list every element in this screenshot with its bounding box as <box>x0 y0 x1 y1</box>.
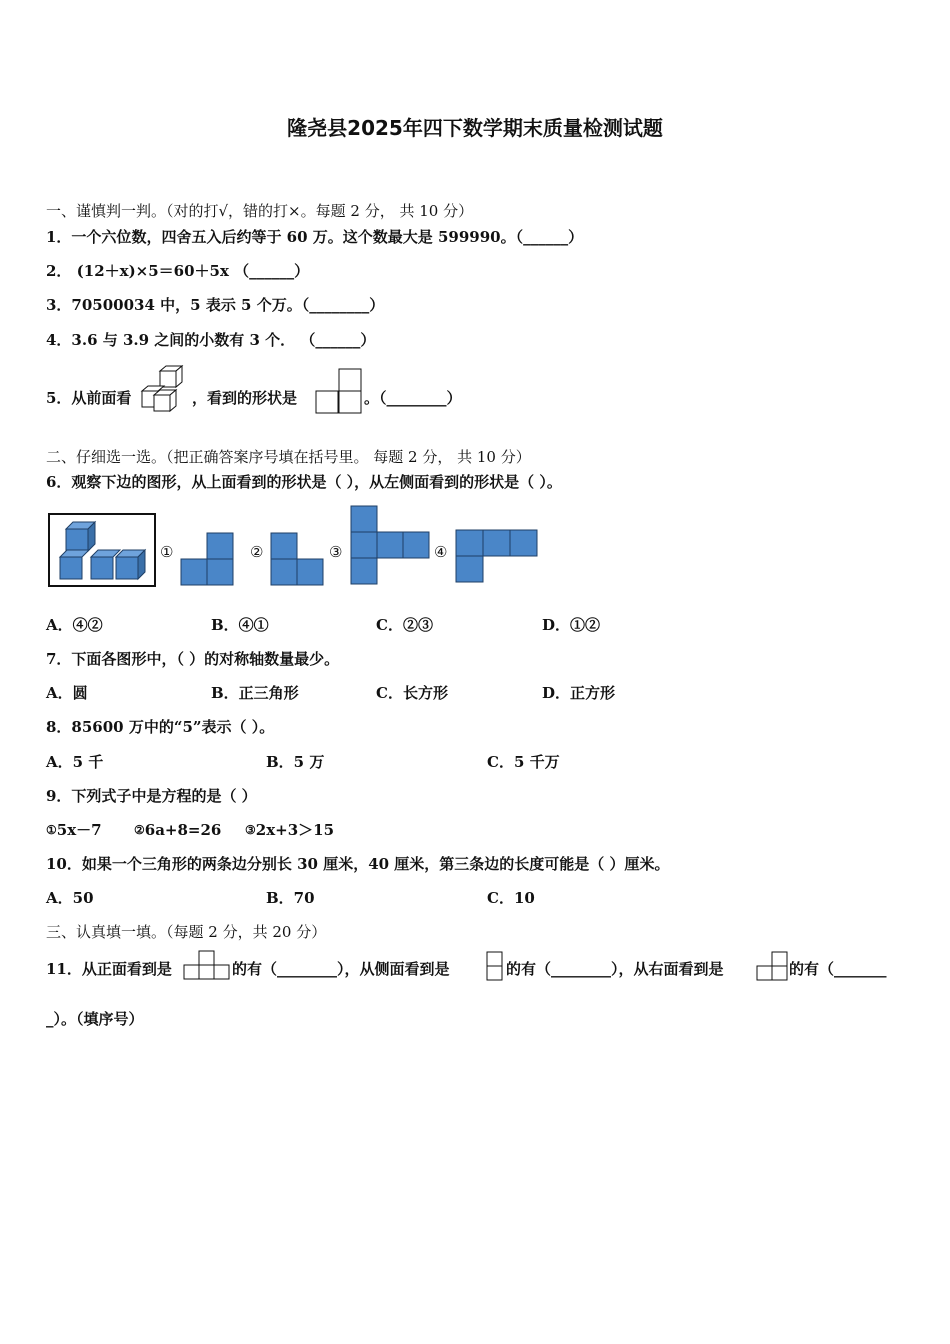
q7-option-d: D．正方形 <box>542 684 616 702</box>
q10-option-b: B．70 <box>266 889 315 907</box>
page-title: 隆尧县2025年四下数学期末质量检测试题 <box>287 116 663 140</box>
q8-option-a: A．5 千 <box>46 753 104 771</box>
q6-option-d: D．①② <box>542 616 601 634</box>
option-label-3: ③ <box>329 543 343 561</box>
option-label-1: ① <box>160 543 174 561</box>
question-5-text-2: ，看到的形状是 <box>192 389 298 407</box>
question-1: 1．一个六位数，四舍五入后约等于 60 万。这个数最大是 599990。（______） <box>46 228 584 246</box>
q10-option-c: C．10 <box>487 889 535 907</box>
question-5-cube-figure <box>140 365 188 413</box>
q6-option-c: C．②③ <box>376 616 433 634</box>
q6-option-a: A．④② <box>46 616 103 634</box>
view-figure-3 <box>350 505 432 587</box>
q7-option-a: A．圆 <box>46 684 88 702</box>
q6-option-b: B．④① <box>211 616 269 634</box>
section-heading-3: 三、认真填一填。（每题 2 分，共 20 分） <box>46 923 327 941</box>
question-5-text-3: 。（________） <box>364 389 462 407</box>
question-3: 3．70500034 中，5 表示 5 个万。（________） <box>46 296 385 314</box>
question-11-text-4: 的有（_______ <box>789 960 887 978</box>
question-11-text-2: 的有（________），从侧面看到是 <box>232 960 450 978</box>
q11-side-view-figure <box>486 951 504 981</box>
q8-option-b: B．5 万 <box>266 753 325 771</box>
question-11-text-1: 11．从正面看到是 <box>46 960 172 978</box>
question-11-text-3: 的有（________），从右面看到是 <box>506 960 724 978</box>
q7-option-b: B．正三角形 <box>211 684 299 702</box>
question-11-text-5: _）。（填序号） <box>46 1010 144 1028</box>
question-6-solid-figure <box>48 513 156 587</box>
q7-option-c: C．长方形 <box>376 684 448 702</box>
q11-front-view-figure <box>183 950 231 980</box>
option-label-2: ② <box>250 543 264 561</box>
q9-marker-1: ① <box>46 823 57 837</box>
question-9-stem: 9．下列式子中是方程的是（ ） <box>46 787 257 805</box>
question-4: 4．3.6 与 3.9 之间的小数有 3 个． （______） <box>46 331 376 349</box>
view-figure-4 <box>455 529 539 585</box>
q9-option-2: ②6a+8=26 <box>134 821 222 839</box>
question-6-stem: 6．观察下边的图形，从上面看到的形状是（ ），从左侧面看到的形状是（ ）。 <box>46 473 562 491</box>
q11-right-view-figure <box>756 951 790 981</box>
question-7-stem: 7．下面各图形中，（ ）的对称轴数量最少。 <box>46 650 340 668</box>
q8-option-c: C．5 千万 <box>487 753 560 771</box>
question-5-text-1: 5．从前面看 <box>46 389 132 407</box>
q9-option-1: ①5x－7 <box>46 821 102 839</box>
q9-marker-2: ② <box>134 823 145 837</box>
q10-option-a: A．50 <box>46 889 94 907</box>
q9-option-3: ③2x+3＞15 <box>245 821 335 839</box>
view-figure-2 <box>270 532 324 586</box>
question-8-stem: 8．85600 万中的“5”表示（ ）。 <box>46 718 275 736</box>
q9-marker-3: ③ <box>245 823 256 837</box>
view-figure-1 <box>180 532 234 586</box>
question-2: 2． (12＋x)×5＝60＋5x （______） <box>46 262 310 280</box>
section-heading-2: 二、仔细选一选。（把正确答案序号填在括号里。 每题 2 分， 共 10 分） <box>46 448 531 466</box>
question-5-shape-figure <box>315 368 363 414</box>
section-heading-1: 一、谨慎判一判。（对的打√，错的打×。每题 2 分， 共 10 分） <box>46 202 474 220</box>
question-10-stem: 10．如果一个三角形的两条边分别长 30 厘米，40 厘米，第三条边的长度可能是（ ）厘米。 <box>46 855 670 873</box>
option-label-4: ④ <box>434 543 448 561</box>
